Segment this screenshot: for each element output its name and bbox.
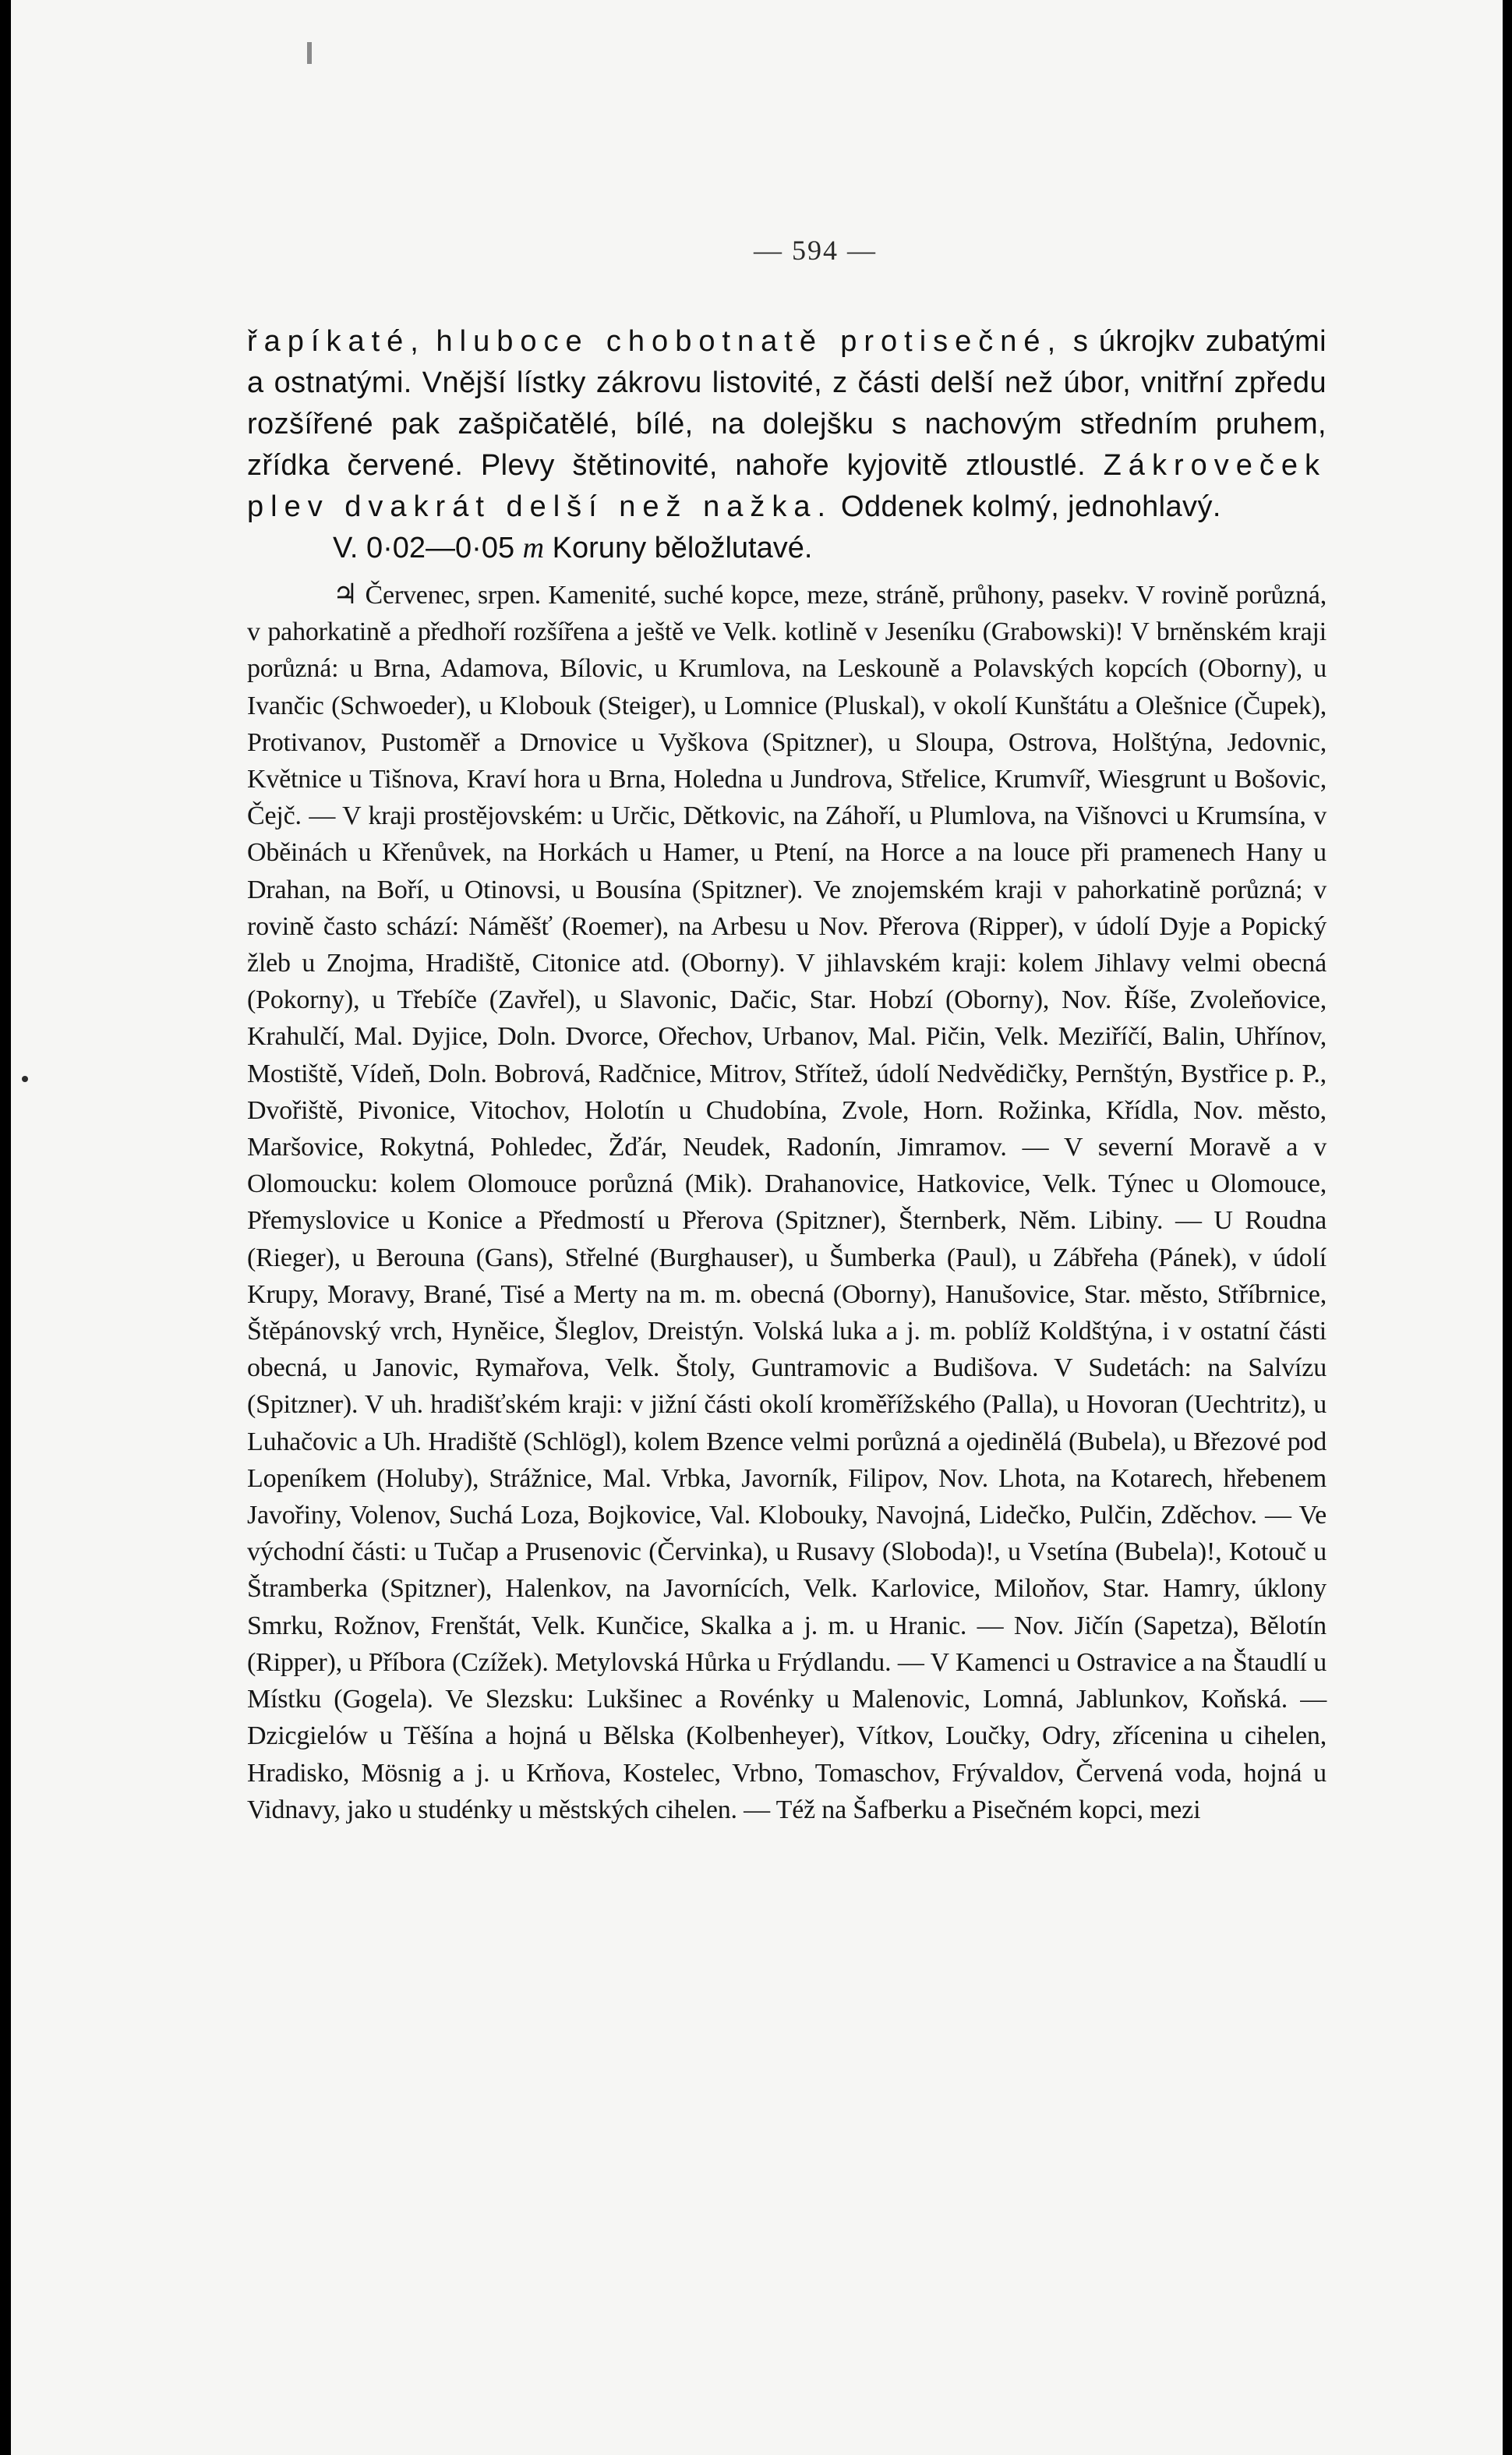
text-block (247, 321, 1327, 1828)
spaced-term-1: řapíkaté, (247, 325, 426, 358)
description-paragraph (247, 321, 1327, 528)
description-text-1: s úkrojkv zubatými a ostnatými. Vnější lístky zákrovu listovité, z části delší než úbor, vnitřní zpředu rozšířené pak zašpičatělé, bílé, na dolejšku s nachovým středním pruhem, zřídka červené. Plevy štětinovité, nahoře kyjovitě ztloustlé. (247, 325, 1327, 482)
scan-mark (307, 42, 312, 64)
description-block (247, 321, 1327, 568)
spaced-term-2: hluboce chobotnatě protisečné, (436, 325, 1063, 358)
distribution-paragraph (247, 576, 1327, 1828)
perennial-symbol-icon: ♃ (333, 578, 359, 610)
distribution-block (247, 576, 1327, 1828)
scan-speck (22, 1076, 28, 1082)
size-line (333, 528, 1327, 568)
page-number: — 594 — (754, 235, 877, 266)
size-range: V. 0·02—0·05 (333, 532, 515, 564)
spaced-term-3: Zákroveček plev dvakrát delší než nažka. (247, 449, 1327, 523)
corolla-text: Koruny běložlutavé. (552, 532, 813, 564)
size-unit: m (522, 532, 545, 564)
description-text-2: Oddenek kolmý, jednohlavý. (841, 490, 1221, 523)
document-page (11, 0, 1503, 2455)
distribution-text: Červenec, srpen. Kamenité, suché kopce, meze, stráně, průhony, pasekv. V rovině porůzná, v pahorkatině a předhoří rozšířena a ještě ve Velk. kotlině v Jeseníku (Grabowski)! V brněnském kraji porůzná: u Brna, Adamova, Bílovic, u Krumlova, na Leskouně a Polavských kopcích (Oborny), u Ivančic (Schwoeder), u Klobouk (Steiger), u Lomnice (Pluskal), v okolí Kunštátu a Olešnice (Čupek), Protivanov, Pustoměř a Drnovice u Vyškova (Spitzner), u Sloupa, Ostrova, Holštýna, Jedovnic, Květnice u Tišnova, Kraví hora u Brna, Holedna u Jundrova, Střelice, Krumvíř, Wiesgrunt u Bošovic, Čejč. — V kraji prostějovském: u Určic, Dětkovic, na Záhoří, u Plumlova, na Višnovci u Krumsína, v Oběinách u Křenůvek, na Horkách u Hamer, u Ptení, na Horce a na louce při pramenech Hany u Drahan, na Boří, u Otinovsi, u Bousína (Spitzner). Ve znojemském kraji v pahorkatině porůzná; v rovině často schází: Náměšť (Roemer), na Arbesu u Nov. Přerova (Ripper), v údolí Dyje a Popický žleb u Znojma, Hradiště, Citonice atd. (Oborny). V jihlavském kraji: kolem Jihlavy velmi obecná (Pokorny), u Třebíče (Zavřel), u Slavonic, Dačic, Star. Hobzí (Oborny), Nov. Říše, Zvoleňovice, Krahulčí, Mal. Dyjice, Doln. Dvorce, Ořechov, Urbanov, Mal. Pičin, Velk. Meziříčí, Balin, Uhřínov, Mostiště, Vídeň, Doln. Bobrová, Radčnice, Mitrov, Střítež, údolí Nedvědičky, Pernštýn, Bystřice p. P., Dvořiště, Pivonice, Vitochov, Holotín u Chudobína, Zvole, Horn. Rožinka, Křídla, Nov. město, Maršovice, Rokytná, Pohledec, Žďár, Neudek, Radonín, Jimramov. — V severní Moravě a v Olomoucku: kolem Olomouce porůzná (Mik). Drahanovice, Hatkovice, Velk. Týnec u Olomouce, Přemyslovice u Konice a Předmostí u Přerova (Spitzner), Šternberk, Něm. Libiny. — U Roudna (Rieger), u Berouna (Gans), Střelné (Burghauser), u Šumberka (Paul), u Zábřeha (Pánek), v údolí Krupy, Moravy, Brané, Tisé a Merty na m. m. obecná (Oborny), Hanušovice, Star. město, Stříbrnice, Štěpánovský vrch, Hyněice, Šleglov, Dreistýn. Volská luka a j. m. poblíž Koldštýna, i v ostatní části obecná, u Janovic, Rymařova, Velk. Štoly, Guntramovic a Budišova. V Sudetách: na Salvízu (Spitzner). V uh. hradišťském kraji: v jižní části okolí kroměřížského (Palla), u Hovoran (Uechtritz), u Luhačovic a Uh. Hradiště (Schlögl), kolem Bzence velmi porůzná a ojedinělá (Bubela), u Březové pod Lopeníkem (Holuby), Strážnice, Mal. Vrbka, Javorník, Filipov, Nov. Lhota, na Kotarech, hřebenem Javořiny, Volenov, Suchá Loza, Bojkovice, Val. Klobouky, Navojná, Lidečko, Pulčin, Zděchov. — Ve východní části: u Tučap a Prusenovic (Červinka), u Rusavy (Sloboda)!, u Vsetína (Bubela)!, Kotouč u Štramberka (Spitzner), Halenkov, na Javornících, Velk. Karlovice, Miloňov, Star. Hamry, úklony Smrku, Rožnov, Frenštát, Velk. Kunčice, Skalka a j. m. u Hranic. — Nov. Jičín (Sapetza), Bělotín (Ripper), u Příbora (Czížek). Metylovská Hůrka u Frýdlandu. — V Kamenci u Ostravice a na Štaudlí u Místku (Gogela). Ve Slezsku: Lukšinec a Rovénky u Malenovic, Lomná, Jablunkov, Koňská. — Dzicgielów u Těšína a hojná u Bělska (Kolbenheyer), Vítkov, Loučky, Odry, zřícenina u cihelen, Hradisko, Mösnig a j. u Krňova, Kostelec, Vrbno, Tomaschov, Frývaldov, Červená voda, hojná u Vidnavy, jako u studénky u městských cihelen. — Též na Šafberku a Pisečném kopci, mezi (247, 581, 1327, 1824)
